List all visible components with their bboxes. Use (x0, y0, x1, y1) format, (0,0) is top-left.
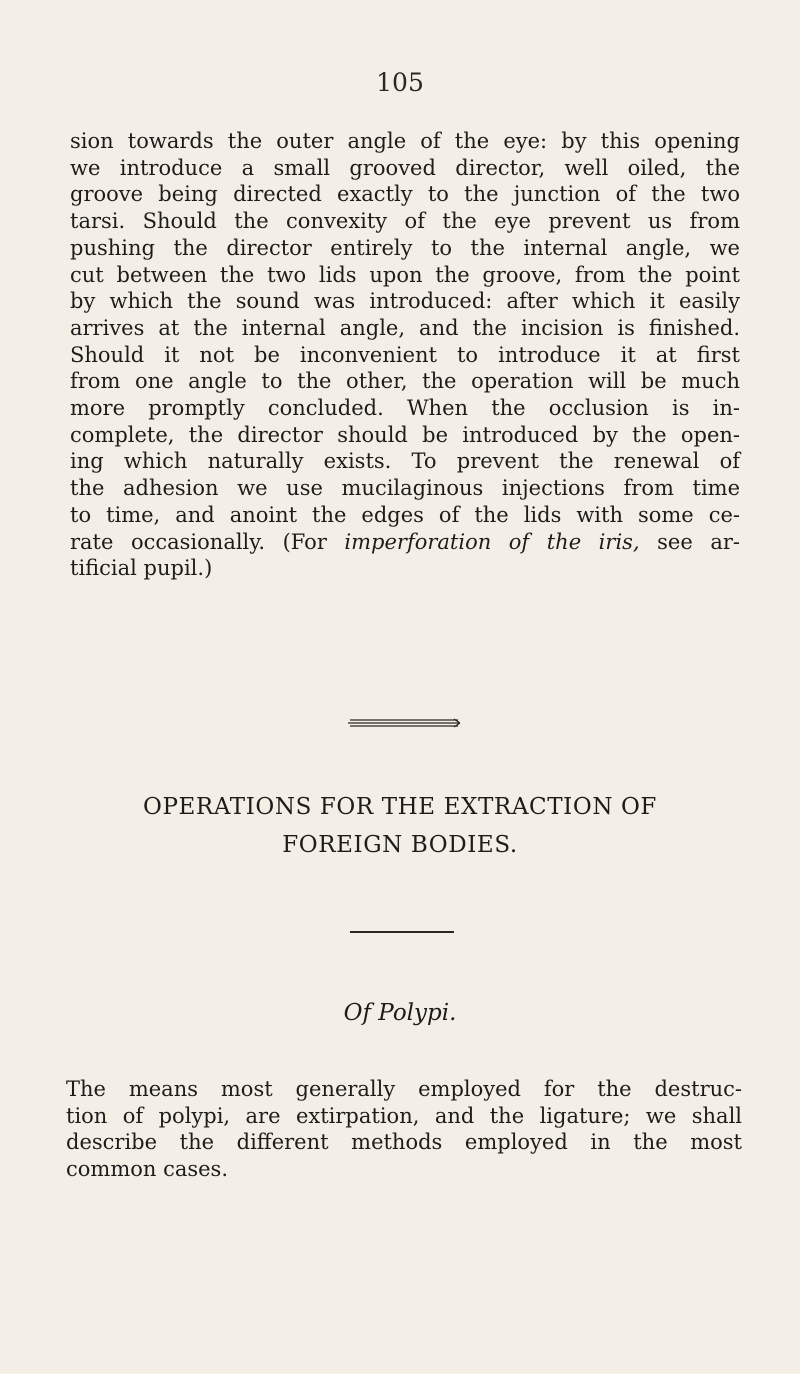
text-line: by which the sound was introduced: after which it easily (70, 289, 740, 314)
section-heading-line-1: OPERATIONS FOR THE EXTRACTION OF (143, 794, 657, 820)
text-line: The means most generally employed for the destruc- (66, 1077, 742, 1101)
text-line: sion towards the outer angle of the eye: by this opening (70, 129, 740, 153)
text-line: tarsi. Should the convexity of the eye prevent us from (70, 209, 740, 234)
text-line: the adhesion we use mucilaginous injections from time (70, 476, 740, 501)
body-paragraph-1 (70, 128, 740, 582)
text-line: groove being directed exactly to the junction of the two (70, 182, 740, 207)
page-number: 105 (376, 68, 424, 97)
text-segment: rate occasionally. (For (70, 529, 345, 554)
text-line: common cases. (66, 1157, 229, 1182)
text-line: we introduce a small grooved director, well oiled, the (70, 155, 740, 180)
text-line: arrives at the internal angle, and the incision is finished. (70, 315, 740, 340)
horizontal-rule (350, 931, 454, 933)
section-heading-line-2: FOREIGN BODIES. (282, 832, 518, 858)
text-line: to time, and anoint the edges of the lids with some ce- (70, 502, 740, 527)
italic-cross-reference: imperforation of the iris, (344, 529, 640, 554)
text-segment: see ar- (639, 529, 740, 554)
text-line: tion of polypi, are extirpation, and the ligature; we shall (66, 1103, 742, 1128)
subsection-title: Of Polypi. (343, 1000, 457, 1026)
text-line-with-italic (70, 529, 740, 556)
ornamental-divider (348, 718, 460, 728)
text-line: ing which naturally exists. To prevent the renewal of (70, 449, 740, 474)
text-line: complete, the director should be introduced by the open- (70, 422, 740, 447)
text-line: pushing the director entirely to the internal angle, we (70, 235, 740, 260)
body-paragraph-2 (66, 1076, 742, 1183)
text-line: Should it not be inconvenient to introduce it at first (70, 342, 740, 367)
text-line: tificial pupil.) (70, 556, 213, 581)
text-line: describe the different methods employed in the most (66, 1130, 742, 1155)
text-line: cut between the two lids upon the groove, from the point (70, 262, 740, 287)
text-line: more promptly concluded. When the occlusion is in- (70, 396, 740, 421)
text-line: from one angle to the other, the operation will be much (70, 369, 740, 394)
